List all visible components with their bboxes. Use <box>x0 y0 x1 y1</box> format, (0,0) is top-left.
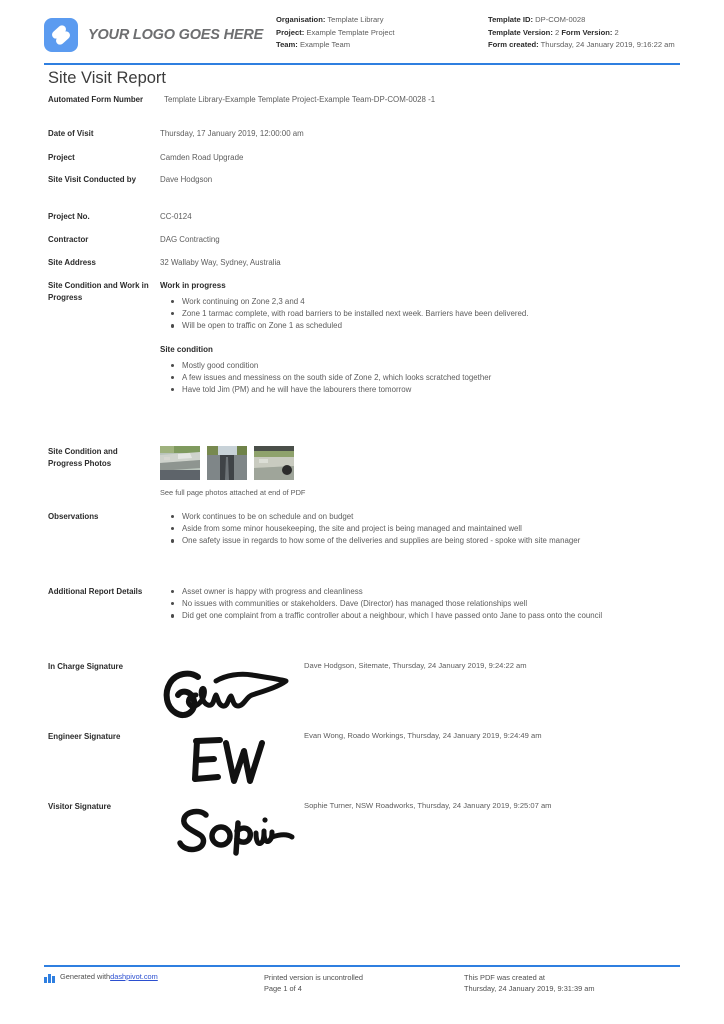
footer-uncontrolled-text: Printed version is uncontrolled <box>264 973 364 982</box>
dashpivot-logo-icon <box>44 18 78 52</box>
field-value <box>160 511 682 548</box>
footer-divider <box>44 965 680 967</box>
photo-caption: See full page photos attached at end of PDF <box>160 488 306 497</box>
field-contractor <box>48 234 682 246</box>
field-value <box>160 446 682 498</box>
field-project-no <box>48 211 682 223</box>
site-photo-1[interactable] <box>160 446 200 480</box>
site-condition-list <box>160 360 682 396</box>
field-value: Camden Road Upgrade <box>160 153 244 162</box>
document-footer <box>44 972 680 995</box>
field-site-condition-work-progress <box>48 280 682 396</box>
field-label: Contractor <box>48 235 89 244</box>
field-label: Site Condition and Progress Photos <box>48 447 118 468</box>
header-meta-team: Team: Example Team <box>276 40 351 50</box>
field-engineer-signature <box>48 731 682 787</box>
logo-block <box>44 14 276 52</box>
observations-list <box>160 511 682 547</box>
header-meta-project: Project: Example Template Project <box>276 27 395 37</box>
signature-area[interactable] <box>160 801 682 857</box>
field-value <box>160 280 682 396</box>
field-visitor-signature <box>48 801 682 857</box>
additional-details-list <box>160 586 682 622</box>
list-item: Mostly good condition <box>182 360 682 371</box>
footer-page-number: Page 1 of 4 <box>264 984 302 994</box>
field-label: Additional Report Details <box>48 587 143 596</box>
field-project <box>48 152 682 164</box>
field-value: CC-0124 <box>160 212 192 221</box>
list-item: Will be open to traffic on Zone 1 as scheduled <box>182 320 682 331</box>
subheading-site-condition: Site condition <box>160 344 213 354</box>
field-value <box>160 586 682 623</box>
list-item: Work continuing on Zone 2,3 and 4 <box>182 296 682 307</box>
field-value: Dave Hodgson <box>160 175 213 184</box>
signature-sophie-turner <box>176 805 302 862</box>
field-in-charge-signature <box>48 661 682 717</box>
field-value: DAG Contracting <box>160 235 220 244</box>
field-automated-form-number <box>48 94 682 106</box>
list-item: No issues with communities or stakeholders. Dave (Director) has managed those relationships well <box>182 598 682 609</box>
signature-area[interactable] <box>160 731 682 787</box>
list-item: Have told Jim (PM) and he will have the labourers there tomorrow <box>182 384 682 395</box>
field-additional-report-details <box>48 586 682 623</box>
field-label: Date of Visit <box>48 129 94 138</box>
list-item: Did get one complaint from a traffic controller about a neighbour, which I have passed onto Jane to pass onto the council <box>182 610 682 621</box>
header-meta-left <box>276 14 488 52</box>
subheading-work-in-progress: Work in progress <box>160 281 226 290</box>
field-label: Site Visit Conducted by <box>48 175 136 184</box>
field-observations <box>48 511 682 548</box>
footer-created-label: This PDF was created at <box>464 973 545 982</box>
list-item: Work continues to be on schedule and on budget <box>182 511 682 522</box>
header-meta-template-id: Template ID: DP-COM-0028 <box>488 15 586 24</box>
field-label: Engineer Signature <box>48 732 121 741</box>
signature-evan-wong <box>188 735 274 792</box>
field-site-address <box>48 257 682 269</box>
header-meta-versions: Template Version: 2 Form Version: 2 <box>488 27 619 37</box>
signature-dave-hodgson <box>160 667 296 726</box>
signature-meta: Sophie Turner, NSW Roadworks, Thursday, 24 January 2019, 9:25:07 am <box>304 801 552 810</box>
bar-chart-icon <box>44 973 55 983</box>
dashpivot-link[interactable]: dashpivot.com <box>110 972 158 981</box>
list-item: Asset owner is happy with progress and cleanliness <box>182 586 682 597</box>
field-site-photos <box>48 446 682 498</box>
header-meta-right <box>488 14 678 52</box>
signature-meta: Evan Wong, Roado Workings, Thursday, 24 January 2019, 9:24:49 am <box>304 731 542 740</box>
field-value: Template Library-Example Template Project-Example Team-DP-COM-0028 -1 <box>164 95 436 104</box>
signature-area[interactable] <box>160 661 682 717</box>
footer-generated-with <box>44 972 264 995</box>
logo-text: YOUR LOGO GOES HERE <box>88 27 264 43</box>
header-meta-organisation: Organisation: Template Library <box>276 15 384 24</box>
header-meta-form-created: Form created: Thursday, 24 January 2019, 9:16:22 am <box>488 40 675 50</box>
footer-generated-text: Generated with <box>60 972 111 981</box>
header-divider <box>44 63 680 65</box>
site-photo-3[interactable] <box>254 446 294 480</box>
footer-print-notice <box>264 972 464 995</box>
field-label: Project No. <box>48 212 90 221</box>
field-conducted-by <box>48 174 682 186</box>
list-item: Zone 1 tarmac complete, with road barriers to be installed next week. Barriers have been delivered. <box>182 308 682 319</box>
site-photo-2[interactable] <box>207 446 247 480</box>
field-label: Observations <box>48 512 99 521</box>
footer-created-timestamp: Thursday, 24 January 2019, 9:31:39 am <box>464 984 595 994</box>
list-item: Aside from some minor housekeeping, the site and project is being managed and maintained well <box>182 523 682 534</box>
field-date-of-visit <box>48 128 682 140</box>
list-item: A few issues and messiness on the south side of Zone 2, which looks scratched together <box>182 372 682 383</box>
page-title: Site Visit Report <box>48 69 166 87</box>
photo-thumbnail-row <box>160 446 682 480</box>
field-value: Thursday, 17 January 2019, 12:00:00 am <box>160 129 304 138</box>
list-item: One safety issue in regards to how some of the deliveries and supplies are being stored - spoke with site manager <box>182 535 682 546</box>
footer-created-info <box>464 972 680 995</box>
work-in-progress-list <box>160 296 682 332</box>
field-label: Visitor Signature <box>48 802 111 811</box>
field-label: Project <box>48 153 75 162</box>
signature-meta: Dave Hodgson, Sitemate, Thursday, 24 January 2019, 9:24:22 am <box>304 661 527 670</box>
field-label: Site Address <box>48 258 96 267</box>
field-label: Site Condition and Work in Progress <box>48 281 149 302</box>
document-header <box>44 14 680 52</box>
field-label: Automated Form Number <box>48 95 144 104</box>
field-label: In Charge Signature <box>48 662 123 671</box>
field-value: 32 Wallaby Way, Sydney, Australia <box>160 258 281 267</box>
